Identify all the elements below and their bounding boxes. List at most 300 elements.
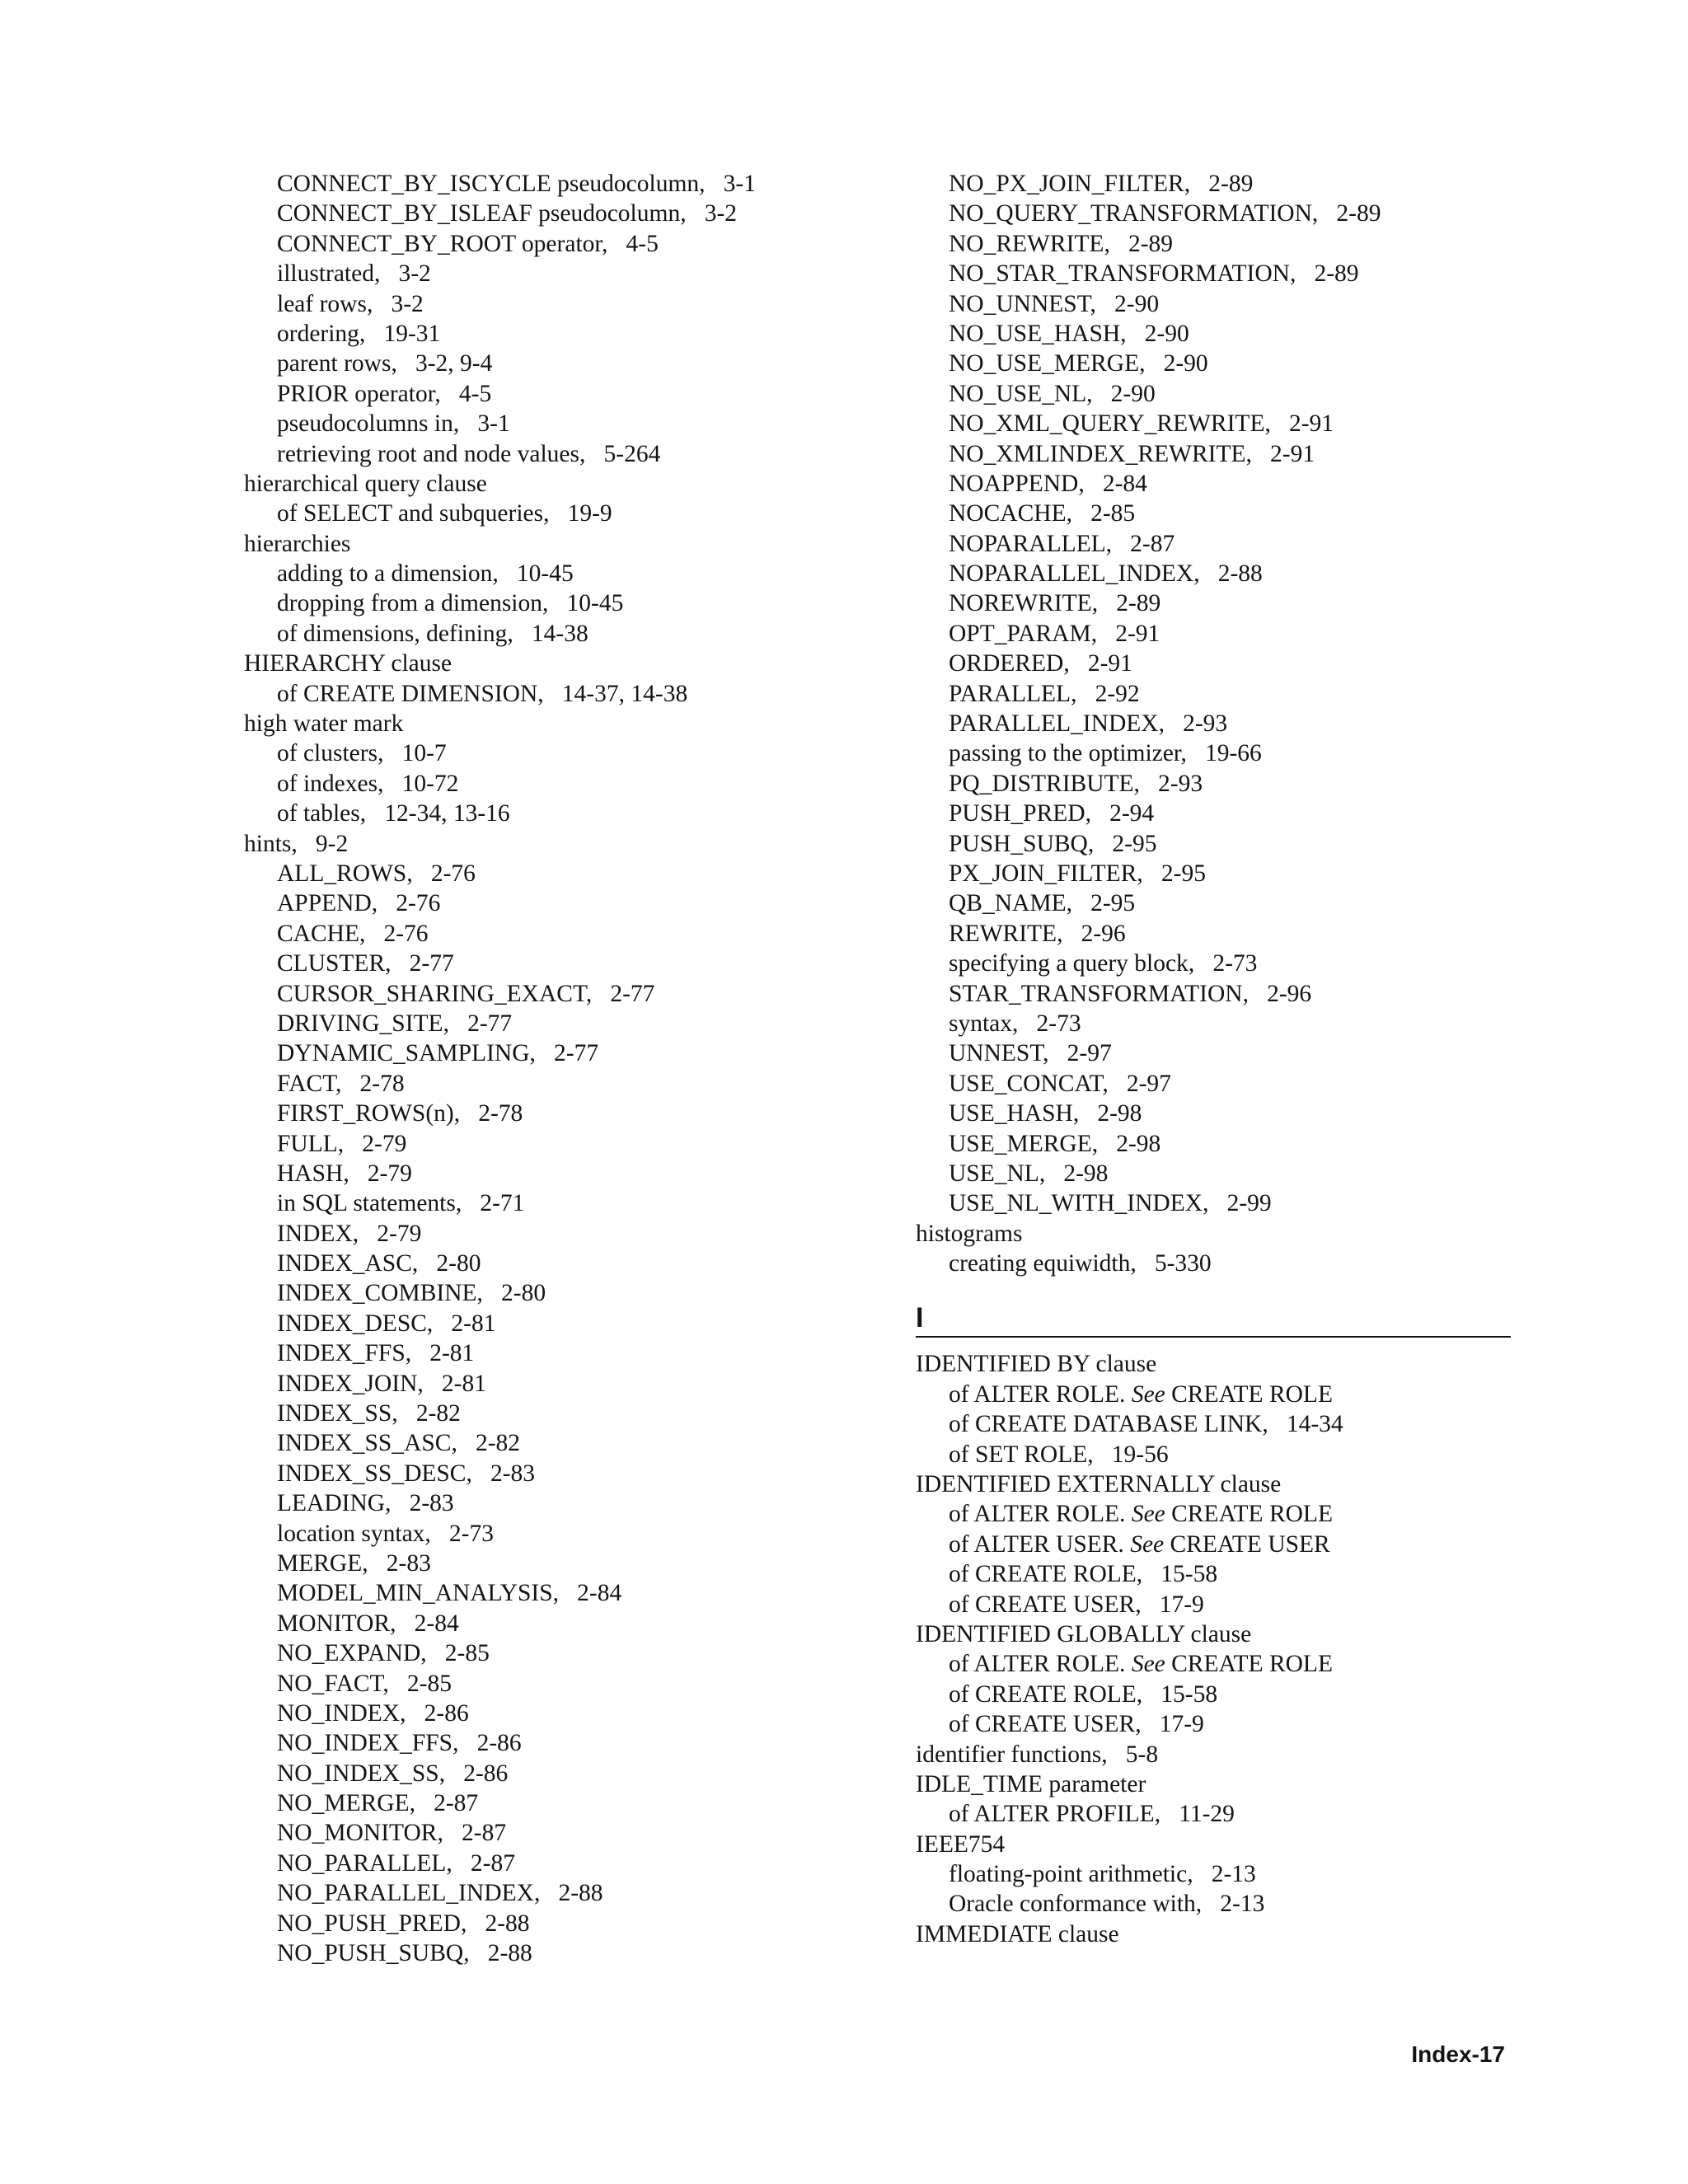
- index-subentry: [916, 229, 1526, 259]
- page-reference: , 2-78: [454, 1100, 523, 1127]
- index-term: DYNAMIC_SAMPLING: [277, 1040, 530, 1067]
- page-reference: , 3-2: [374, 260, 431, 287]
- page-reference: , 2-86: [400, 1700, 469, 1727]
- index-term: MODEL_MIN_ANALYSIS: [277, 1580, 553, 1607]
- page-reference: , 2-86: [439, 1760, 509, 1787]
- index-subentry: [916, 769, 1526, 799]
- index-term: NO_INDEX_FFS: [277, 1730, 453, 1757]
- page-reference: , 14-38: [507, 621, 588, 647]
- index-subentry: [244, 919, 854, 949]
- index-term: IDENTIFIED EXTERNALLY clause: [916, 1471, 1282, 1498]
- page-reference: , 10-7: [377, 740, 447, 766]
- page-reference: , 12-34, 13-16: [360, 800, 510, 827]
- page-reference: , 2-90: [1120, 321, 1189, 347]
- page-reference: , 2-88: [461, 1910, 530, 1937]
- page-reference: , 2-95: [1088, 831, 1157, 857]
- index-term: APPEND: [277, 890, 372, 917]
- page-reference: , 2-91: [1264, 410, 1334, 437]
- index-term: INDEX_SS_ASC: [277, 1430, 452, 1457]
- index-entry: [916, 1740, 1526, 1769]
- index-subentry: [244, 379, 854, 409]
- index-column-left: [244, 169, 854, 1968]
- index-term: hints: [244, 830, 292, 857]
- page-reference: , 2-81: [406, 1340, 475, 1366]
- index-subentry: [916, 1249, 1526, 1278]
- index-subentry: [244, 1699, 854, 1728]
- page-reference: , 2-84: [1078, 471, 1147, 497]
- index-term: INDEX_DESC: [277, 1310, 427, 1337]
- index-subentry: [244, 588, 854, 618]
- index-subentry: [244, 1488, 854, 1518]
- index-term: INDEX_COMBINE: [277, 1280, 477, 1307]
- page-reference: , 2-92: [1071, 681, 1140, 707]
- index-subentry: [916, 979, 1526, 1009]
- index-subentry: [244, 1938, 854, 1968]
- index-term: NO_MERGE: [277, 1790, 410, 1817]
- index-term: HASH: [277, 1160, 344, 1187]
- page-reference: , 10-45: [542, 590, 623, 616]
- index-term: INDEX_SS_DESC: [277, 1460, 467, 1487]
- index-term: USE_NL: [949, 1160, 1039, 1187]
- index-subentry: [244, 1099, 854, 1128]
- page-reference: , 2-98: [1092, 1131, 1161, 1157]
- index-subentry: [916, 738, 1526, 768]
- page-reference: , 2-76: [406, 860, 476, 887]
- index-subentry: [916, 859, 1526, 888]
- page-reference: , 2-89: [1184, 171, 1254, 197]
- index-entry: [916, 1769, 1526, 1799]
- index-column-right: [916, 169, 1526, 1949]
- page-reference: , 2-94: [1085, 800, 1155, 827]
- index-subentry: [244, 1338, 854, 1368]
- index-term: location syntax: [277, 1520, 425, 1547]
- page-reference: , 5-264: [579, 441, 660, 467]
- index-subentry: [916, 319, 1526, 349]
- index-subentry: [916, 1380, 1526, 1409]
- index-subentry: [244, 169, 854, 199]
- index-term: dropping from a dimension: [277, 590, 542, 617]
- index-subentry: [244, 1369, 854, 1399]
- index-term: leaf rows: [277, 290, 367, 317]
- page-reference: , 3-1: [453, 410, 510, 437]
- index-term: parent rows: [277, 350, 392, 377]
- index-term: USE_CONCAT: [949, 1070, 1103, 1097]
- index-subentry: [244, 1878, 854, 1908]
- index-subentry: [916, 1709, 1526, 1739]
- index-term: NO_PUSH_PRED: [277, 1910, 461, 1937]
- index-term: ORDERED: [949, 650, 1064, 677]
- index-subentry: [916, 679, 1526, 709]
- index-term: FULL: [277, 1130, 338, 1157]
- index-subentry: [244, 1159, 854, 1188]
- index-term: CLUSTER: [277, 950, 386, 977]
- page-reference: , 2-93: [1159, 710, 1228, 737]
- page-reference: , 15-58: [1137, 1561, 1217, 1587]
- index-subentry: [244, 979, 854, 1009]
- index-term: NOPARALLEL: [949, 530, 1106, 557]
- index-term: Oracle conformance with: [949, 1891, 1196, 1918]
- index-term: IEEE754: [916, 1830, 1006, 1858]
- index-subentry: [244, 1069, 854, 1099]
- index-subentry: [244, 1609, 854, 1638]
- index-term: of CREATE DIMENSION: [277, 680, 538, 707]
- index-term: NOCACHE: [949, 500, 1067, 527]
- index-subentry: [244, 619, 854, 649]
- index-subentry: [916, 349, 1526, 378]
- index-term: of CREATE USER: [949, 1711, 1136, 1738]
- index-subentry: [244, 1759, 854, 1788]
- index-subentry: [244, 1129, 854, 1159]
- index-subentry: [244, 1909, 854, 1938]
- index-subentry: [916, 619, 1526, 649]
- page-reference: , 2-95: [1137, 860, 1206, 887]
- page-reference: , 2-81: [417, 1371, 486, 1397]
- index-subentry: [916, 1649, 1526, 1679]
- index-term: IDLE_TIME parameter: [916, 1770, 1146, 1797]
- section-heading: I: [916, 1301, 1511, 1338]
- index-term: PX_JOIN_FILTER: [949, 860, 1137, 887]
- index-subentry: [244, 1788, 854, 1818]
- index-term: INDEX_ASC: [277, 1250, 412, 1277]
- index-subentry: [916, 1530, 1526, 1559]
- index-subentry: [916, 1440, 1526, 1469]
- page-reference: , 2-77: [586, 981, 655, 1007]
- index-term: NO_STAR_TRANSFORMATION: [949, 260, 1290, 288]
- index-term: INDEX_JOIN: [277, 1370, 418, 1397]
- index-term: FACT: [277, 1070, 336, 1097]
- page-reference: , 19-56: [1087, 1441, 1168, 1468]
- index-subentry: [244, 1009, 854, 1038]
- index-term: NO_USE_HASH: [949, 320, 1121, 347]
- index-term: INDEX_SS: [277, 1400, 392, 1427]
- index-term: of CREATE DATABASE LINK: [949, 1411, 1263, 1438]
- page-reference: , 2-91: [1091, 621, 1160, 647]
- index-entry: [916, 1219, 1526, 1249]
- index-subentry: [916, 1859, 1526, 1889]
- index-subentry: [244, 199, 854, 228]
- index-subentry: [916, 1499, 1526, 1529]
- index-term: NO_REWRITE: [949, 230, 1104, 257]
- index-subentry: [244, 259, 854, 288]
- index-subentry: [244, 1188, 854, 1218]
- page-reference: , 2-96: [1243, 981, 1312, 1007]
- page-reference: , 2-84: [553, 1580, 622, 1606]
- page-reference: , 2-99: [1203, 1190, 1272, 1216]
- index-subentry: [244, 1578, 854, 1608]
- page-reference: , 2-77: [530, 1040, 599, 1066]
- index-subentry: [916, 1129, 1526, 1159]
- page-reference: , 17-9: [1135, 1711, 1204, 1737]
- index-subentry: [244, 1669, 854, 1699]
- page-reference: , 2-79: [343, 1160, 412, 1187]
- index-term: NO_PUSH_SUBQ: [277, 1940, 464, 1967]
- index-term: creating equiwidth: [949, 1250, 1131, 1277]
- index-term: of SELECT and subqueries: [277, 500, 544, 527]
- index-term: of indexes: [277, 770, 378, 797]
- index-term: NOREWRITE: [949, 590, 1092, 617]
- index-term: PUSH_PRED: [949, 800, 1085, 827]
- index-subentry: [244, 1399, 854, 1428]
- index-subentry: [244, 439, 854, 469]
- index-subentry: [244, 1728, 854, 1758]
- page-reference: , 2-93: [1134, 771, 1203, 797]
- index-term: of CREATE USER: [949, 1591, 1136, 1618]
- index-subentry: [916, 649, 1526, 678]
- index-subentry: [916, 169, 1526, 199]
- index-subentry: [244, 1278, 854, 1308]
- index-term: floating-point arithmetic: [949, 1861, 1188, 1888]
- index-term: adding to a dimension: [277, 560, 493, 588]
- index-term: histograms: [916, 1220, 1023, 1247]
- index-term: of clusters: [277, 740, 378, 767]
- page-reference: , 2-79: [338, 1131, 407, 1157]
- index-term: illustrated: [277, 260, 374, 288]
- page-reference: , 2-82: [392, 1400, 461, 1427]
- index-term: CONNECT_BY_ROOT operator: [277, 230, 603, 257]
- index-term: REWRITE: [949, 920, 1057, 947]
- page-reference: , 2-91: [1063, 650, 1132, 677]
- index-subentry: [244, 289, 854, 319]
- index-subentry: [916, 379, 1526, 409]
- index-subentry: [916, 1889, 1526, 1919]
- index-term: NO_XMLINDEX_REWRITE: [949, 440, 1246, 467]
- see-target: CREATE ROLE: [1171, 1501, 1333, 1528]
- index-term: PRIOR operator: [277, 380, 435, 407]
- page-reference: , 2-96: [1057, 921, 1126, 947]
- page-reference: , 2-13: [1196, 1891, 1265, 1917]
- index-term: CONNECT_BY_ISCYCLE pseudocolumn: [277, 171, 700, 197]
- index-term: NOAPPEND: [949, 470, 1079, 497]
- page-reference: , 2-87: [1106, 531, 1175, 557]
- index-subentry: [916, 949, 1526, 978]
- index-term: in SQL statements: [277, 1190, 456, 1217]
- index-subentry: [916, 799, 1526, 828]
- index-entry: [244, 709, 854, 738]
- index-term: retrieving root and node values: [277, 440, 579, 467]
- index-term: NO_MONITOR: [277, 1820, 438, 1847]
- see-target: CREATE USER: [1170, 1530, 1330, 1558]
- index-term: NO_QUERY_TRANSFORMATION: [949, 200, 1312, 227]
- index-subentry: [916, 1159, 1526, 1188]
- index-subentry: [916, 1680, 1526, 1709]
- index-subentry: [244, 1549, 854, 1578]
- page-reference: , 2-81: [427, 1310, 496, 1337]
- index-subentry: [244, 229, 854, 259]
- index-term: hierarchies: [244, 530, 351, 557]
- index-term: NO_EXPAND: [277, 1640, 421, 1667]
- index-term: NO_PARALLEL_INDEX: [277, 1880, 534, 1907]
- index-subentry: [916, 709, 1526, 738]
- index-entry: [244, 829, 854, 859]
- index-subentry: [244, 888, 854, 918]
- index-term: STAR_TRANSFORMATION: [949, 980, 1243, 1007]
- page-reference: , 2-87: [438, 1820, 507, 1846]
- index-entry: [916, 1830, 1526, 1859]
- see-reference: See: [1131, 1380, 1165, 1408]
- index-term: UNNEST: [949, 1040, 1043, 1067]
- index-term: FIRST_ROWS(n): [277, 1100, 454, 1127]
- index-subentry: [916, 289, 1526, 319]
- page-reference: , 5-330: [1130, 1250, 1211, 1277]
- index-term: passing to the optimizer: [949, 740, 1181, 767]
- page-reference: , 2-90: [1090, 291, 1160, 317]
- page-reference: , 2-89: [1290, 260, 1359, 287]
- index-subentry: [916, 888, 1526, 918]
- see-reference: See: [1130, 1530, 1165, 1558]
- page-reference: , 9-2: [291, 831, 348, 857]
- see-reference: See: [1131, 1651, 1165, 1678]
- index-subentry: [244, 679, 854, 709]
- see-target: CREATE ROLE: [1171, 1651, 1333, 1678]
- index-term: OPT_PARAM: [949, 620, 1091, 647]
- index-subentry: [916, 259, 1526, 288]
- index-term: specifying a query block: [949, 950, 1189, 977]
- index-entry: [244, 529, 854, 559]
- index-term: IDENTIFIED BY clause: [916, 1351, 1157, 1378]
- page-reference: , 2-89: [1104, 231, 1173, 257]
- index-subentry: [244, 1219, 854, 1249]
- page-reference: , 2-90: [1086, 381, 1156, 407]
- page-reference: , 3-1: [699, 171, 756, 197]
- index-term: NO_PX_JOIN_FILTER: [949, 171, 1184, 197]
- index-term: PQ_DISTRIBUTE: [949, 770, 1134, 797]
- index-subentry: [916, 1799, 1526, 1829]
- index-entry: [916, 1919, 1526, 1949]
- index-term: PARALLEL_INDEX: [949, 710, 1159, 738]
- page-reference: , 2-85: [1067, 500, 1136, 527]
- page-reference: , 4-5: [602, 231, 659, 257]
- page-reference: , 3-2: [680, 200, 737, 227]
- index-term: of CREATE ROLE: [949, 1680, 1137, 1708]
- index-term: NO_PARALLEL: [277, 1849, 447, 1877]
- page-reference: , 3-2: [367, 291, 424, 317]
- page-reference: , 2-71: [456, 1190, 525, 1216]
- index-subentry: [916, 1409, 1526, 1439]
- page-reference: , 2-76: [359, 921, 429, 947]
- page-reference: , 17-9: [1135, 1591, 1204, 1618]
- index-subentry: [244, 499, 854, 528]
- page-reference: , 2-84: [390, 1610, 459, 1637]
- index-term: PARALLEL: [949, 680, 1071, 707]
- index-subentry: [916, 409, 1526, 438]
- index-term: INDEX_FFS: [277, 1340, 406, 1367]
- page-reference: , 2-98: [1039, 1160, 1109, 1187]
- index-subentry: [244, 319, 854, 349]
- page-reference: , 2-88: [534, 1880, 603, 1906]
- page-reference: , 2-91: [1246, 441, 1315, 467]
- index-entry: [916, 1349, 1526, 1379]
- page-reference: , 2-73: [424, 1521, 494, 1547]
- index-term: QB_NAME: [949, 890, 1067, 917]
- index-term: CONNECT_BY_ISLEAF pseudocolumn: [277, 200, 681, 227]
- index-subentry: [244, 409, 854, 438]
- index-term: USE_HASH: [949, 1100, 1073, 1127]
- index-subentry: [244, 1459, 854, 1488]
- index-subentry: [916, 588, 1526, 618]
- page-reference: , 2-85: [420, 1640, 490, 1666]
- index-subentry: [916, 829, 1526, 859]
- index-subentry: [244, 769, 854, 799]
- index-subentry: [244, 349, 854, 378]
- page-reference: , 2-98: [1073, 1100, 1142, 1127]
- page-reference: , 14-34: [1262, 1411, 1343, 1437]
- page-reference: , 2-82: [451, 1430, 520, 1456]
- index-term: MONITOR: [277, 1610, 391, 1637]
- page-reference: , 2-88: [1193, 560, 1263, 587]
- index-subentry: [244, 1428, 854, 1458]
- page-reference: , 2-88: [463, 1940, 532, 1966]
- index-subentry: [244, 1249, 854, 1278]
- page-reference: , 2-83: [385, 1490, 454, 1516]
- page-reference: , 2-87: [446, 1850, 515, 1877]
- index-subentry: [916, 1038, 1526, 1068]
- index-term: pseudocolumns in: [277, 410, 453, 438]
- page-reference: , 2-79: [353, 1221, 422, 1247]
- page-reference: , 2-89: [1312, 200, 1381, 227]
- index-term: USE_MERGE: [949, 1130, 1092, 1157]
- page-reference: , 15-58: [1137, 1681, 1217, 1708]
- index-term: MERGE: [277, 1549, 363, 1577]
- page-reference: , 2-87: [410, 1790, 479, 1816]
- index-term: NO_XML_QUERY_REWRITE: [949, 410, 1265, 438]
- index-subentry: [916, 1188, 1526, 1218]
- index-subentry: [916, 1559, 1526, 1589]
- index-term: NO_FACT: [277, 1670, 383, 1697]
- index-term: of dimensions, defining: [277, 620, 508, 647]
- index-subentry: [244, 738, 854, 768]
- page-reference: , 19-66: [1180, 740, 1261, 766]
- index-term: syntax: [949, 1010, 1013, 1037]
- page-reference: , 14-37, 14-38: [537, 681, 687, 707]
- index-entry: [244, 469, 854, 499]
- index-subentry: [916, 469, 1526, 499]
- page-reference: , 3-2, 9-4: [391, 350, 492, 377]
- page-reference: , 2-86: [452, 1730, 522, 1756]
- page-reference: , 19-31: [359, 321, 440, 347]
- page-reference: , 10-72: [377, 771, 458, 797]
- page-reference: , 2-90: [1139, 350, 1208, 377]
- index-term: NO_UNNEST: [949, 290, 1090, 317]
- index-term: ordering: [277, 320, 359, 347]
- index-subentry: [244, 1849, 854, 1878]
- index-entry: [244, 649, 854, 678]
- page-reference: , 2-13: [1187, 1861, 1256, 1887]
- index-term: of CREATE ROLE: [949, 1561, 1137, 1588]
- page-reference: , 2-80: [412, 1250, 481, 1277]
- page-reference: , 2-73: [1189, 950, 1258, 977]
- index-term: HIERARCHY clause: [244, 650, 452, 677]
- index-term: identifier functions: [916, 1741, 1102, 1768]
- page-reference: , 2-83: [466, 1460, 535, 1487]
- see-reference: See: [1131, 1501, 1165, 1528]
- index-term: INDEX: [277, 1220, 353, 1247]
- index-term: CACHE: [277, 920, 359, 947]
- index-subentry: [916, 1069, 1526, 1099]
- see-target: CREATE ROLE: [1171, 1380, 1333, 1408]
- index-term: hierarchical query clause: [244, 470, 487, 497]
- index-term: DRIVING_SITE: [277, 1010, 443, 1037]
- index-term: NO_INDEX_SS: [277, 1760, 439, 1787]
- page-reference: , 11-29: [1155, 1801, 1235, 1827]
- index-entry: [916, 1619, 1526, 1649]
- page-reference: , 2-83: [362, 1550, 431, 1577]
- index-subentry: [916, 919, 1526, 949]
- index-term: of tables: [277, 800, 360, 827]
- index-term: high water mark: [244, 710, 404, 738]
- page-reference: , 2-77: [385, 950, 454, 977]
- index-subentry: [244, 1638, 854, 1668]
- index-subentry: [916, 499, 1526, 528]
